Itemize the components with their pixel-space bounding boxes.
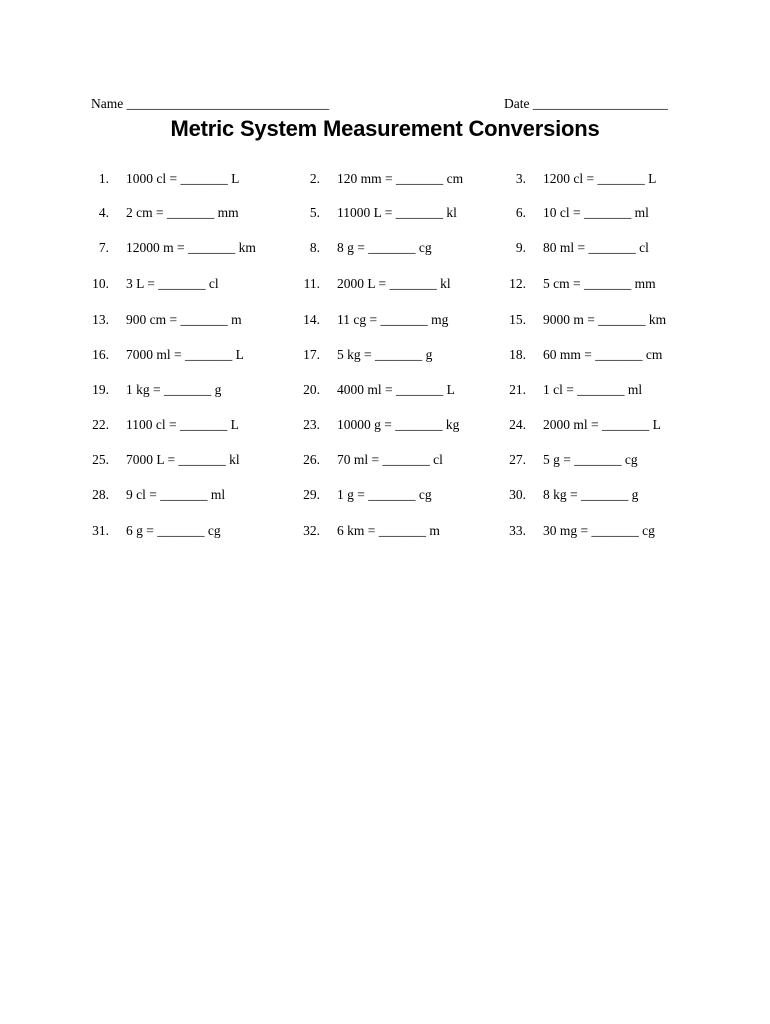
problem-number: 16. — [92, 347, 109, 362]
problem-number: 12. — [509, 276, 526, 291]
problem-expression: 5 cm = _______ mm — [543, 276, 656, 291]
problem-number: 24. — [509, 417, 526, 432]
problem-number: 17. — [303, 347, 320, 362]
problem-expression: 9000 m = _______ km — [543, 312, 667, 327]
problem-number: 31. — [92, 523, 109, 538]
problem-expression: 4000 ml = _______ L — [337, 382, 455, 397]
problem-expression: 6 g = _______ cg — [126, 523, 221, 538]
problem-expression: 1 g = _______ cg — [337, 487, 432, 502]
problem-number: 4. — [98, 205, 109, 220]
name-field-label: Name ______________________________ — [91, 96, 330, 111]
problem-number: 29. — [303, 487, 320, 502]
problem-expression: 1 cl = _______ ml — [543, 382, 643, 397]
problem-number: 9. — [515, 240, 526, 255]
problem-number: 30. — [509, 487, 526, 502]
page-title: Metric System Measurement Conversions — [170, 116, 600, 141]
problem-expression: 1 kg = _______ g — [126, 382, 222, 397]
problem-expression: 30 mg = _______ cg — [543, 523, 655, 538]
problem-number: 21. — [509, 382, 526, 397]
problem-number: 6. — [515, 205, 526, 220]
problem-number: 3. — [515, 171, 526, 186]
problem-expression: 2 cm = _______ mm — [126, 205, 239, 220]
problem-number: 33. — [509, 523, 526, 538]
problem-expression: 8 kg = _______ g — [543, 487, 639, 502]
problem-number: 10. — [92, 276, 109, 291]
problem-expression: 9 cl = _______ ml — [126, 487, 226, 502]
date-field-label: Date ____________________ — [504, 96, 668, 111]
problem-expression: 1200 cl = _______ L — [543, 171, 657, 186]
problem-expression: 11 cg = _______ mg — [337, 312, 449, 327]
problem-number: 11. — [303, 276, 320, 291]
problem-expression: 7000 ml = _______ L — [126, 347, 244, 362]
problem-number: 19. — [92, 382, 109, 397]
problem-expression: 2000 ml = _______ L — [543, 417, 661, 432]
problem-expression: 2000 L = _______ kl — [337, 276, 451, 291]
problem-expression: 1100 cl = _______ L — [126, 417, 239, 432]
problem-number: 5. — [309, 205, 320, 220]
problem-number: 13. — [92, 312, 109, 327]
problem-number: 14. — [303, 312, 320, 327]
problem-number: 25. — [92, 452, 109, 467]
problem-number: 2. — [309, 171, 320, 186]
problem-number: 15. — [509, 312, 526, 327]
problem-expression: 80 ml = _______ cl — [543, 240, 649, 255]
problem-number: 28. — [92, 487, 109, 502]
problem-expression: 3 L = _______ cl — [126, 276, 219, 291]
problem-number: 7. — [98, 240, 109, 255]
problem-number: 20. — [303, 382, 320, 397]
problem-number: 1. — [98, 171, 109, 186]
problem-expression: 10000 g = _______ kg — [337, 417, 460, 432]
problem-expression: 900 cm = _______ m — [126, 312, 242, 327]
problem-expression: 6 km = _______ m — [337, 523, 440, 538]
problem-expression: 1000 cl = _______ L — [126, 171, 240, 186]
problem-number: 26. — [303, 452, 320, 467]
problem-expression: 5 g = _______ cg — [543, 452, 638, 467]
problem-number: 18. — [509, 347, 526, 362]
problem-expression: 7000 L = _______ kl — [126, 452, 240, 467]
problem-expression: 60 mm = _______ cm — [543, 347, 663, 362]
problem-expression: 11000 L = _______ kl — [337, 205, 457, 220]
problem-number: 22. — [92, 417, 109, 432]
problem-number: 8. — [309, 240, 320, 255]
problem-number: 23. — [303, 417, 320, 432]
problem-expression: 120 mm = _______ cm — [337, 171, 464, 186]
problem-expression: 70 ml = _______ cl — [337, 452, 443, 467]
problem-expression: 10 cl = _______ ml — [543, 205, 649, 220]
problem-expression: 8 g = _______ cg — [337, 240, 432, 255]
problem-expression: 12000 m = _______ km — [126, 240, 256, 255]
problem-number: 32. — [303, 523, 320, 538]
problem-expression: 5 kg = _______ g — [337, 347, 433, 362]
problem-number: 27. — [509, 452, 526, 467]
